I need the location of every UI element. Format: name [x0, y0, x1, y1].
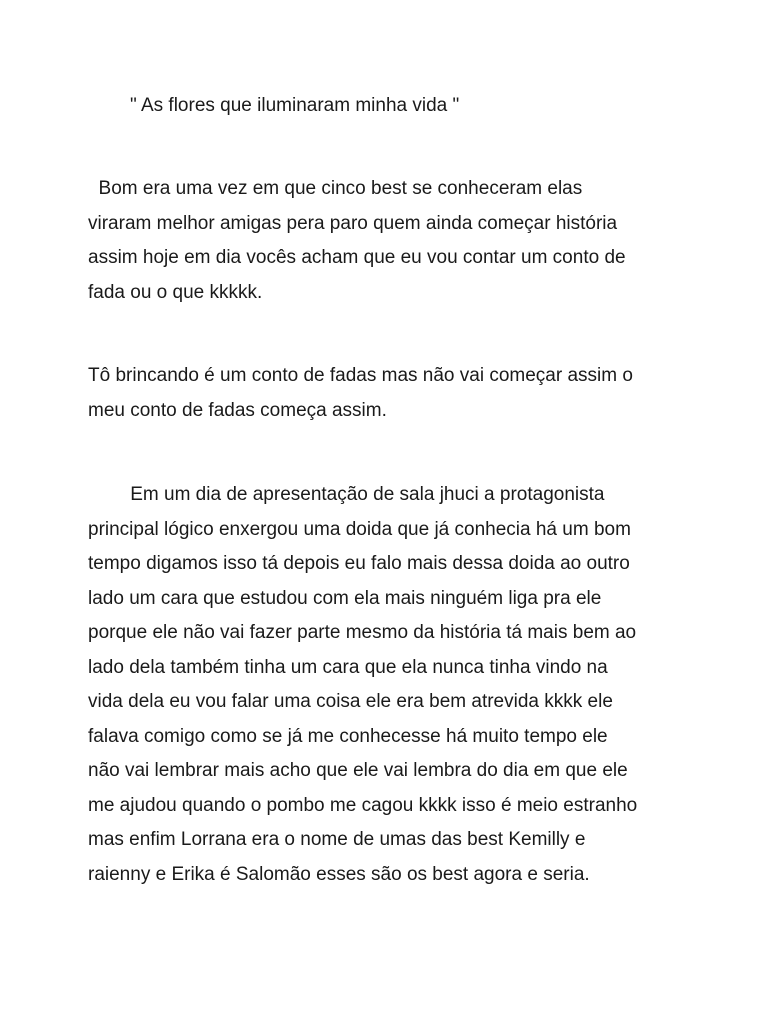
paragraph-joke [88, 359, 688, 428]
paragraph-story [88, 478, 688, 892]
paragraph-line: mas enfim Lorrana era o nome de umas das best Kemilly e [88, 829, 586, 850]
document-title: " As flores que iluminaram minha vida " [130, 95, 460, 116]
paragraph-line: Bom era uma vez em que cinco best se conheceram elas [88, 178, 583, 199]
paragraph-line: falava comigo como se já me conhecesse há muito tempo ele [88, 725, 608, 747]
paragraph-line: me ajudou quando o pombo me cagou kkkk isso é meio estranho [88, 794, 638, 816]
paragraph-line: raienny e Erika é Salomão esses são os best agora e seria. [88, 863, 590, 885]
paragraph-line: porque ele não vai fazer parte mesmo da história tá mais bem ao [88, 622, 637, 643]
paragraph-line: lado um cara que estudou com ela mais ninguém liga pra ele [88, 587, 602, 609]
paragraph-line: lado dela também tinha um cara que ela nunca tinha vindo na [88, 656, 608, 678]
paragraph-line: Em um dia de apresentação de sala jhuci a protagonista [88, 484, 605, 505]
paragraph-line: meu conto de fadas começa assim. [88, 399, 387, 421]
paragraph-intro [88, 172, 688, 310]
paragraph-line: principal lógico enxergou uma doida que já conhecia há um bom [88, 518, 631, 540]
paragraph-line: tempo digamos isso tá depois eu falo mais dessa doida ao outro [88, 553, 630, 574]
paragraph-line: fada ou o que kkkkk. [88, 281, 263, 303]
paragraph-line: não vai lembrar mais acho que ele vai lembra do dia em que ele [88, 760, 628, 781]
paragraph-line: assim hoje em dia vocês acham que eu vou contar um conto de [88, 247, 626, 268]
paragraph-line: Tô brincando é um conto de fadas mas não vai começar assim o [88, 365, 633, 386]
paragraph-line: viraram melhor amigas pera paro quem ainda começar história [88, 212, 618, 234]
paragraph-line: vida dela eu vou falar uma coisa ele era bem atrevida kkkk ele [88, 691, 613, 712]
